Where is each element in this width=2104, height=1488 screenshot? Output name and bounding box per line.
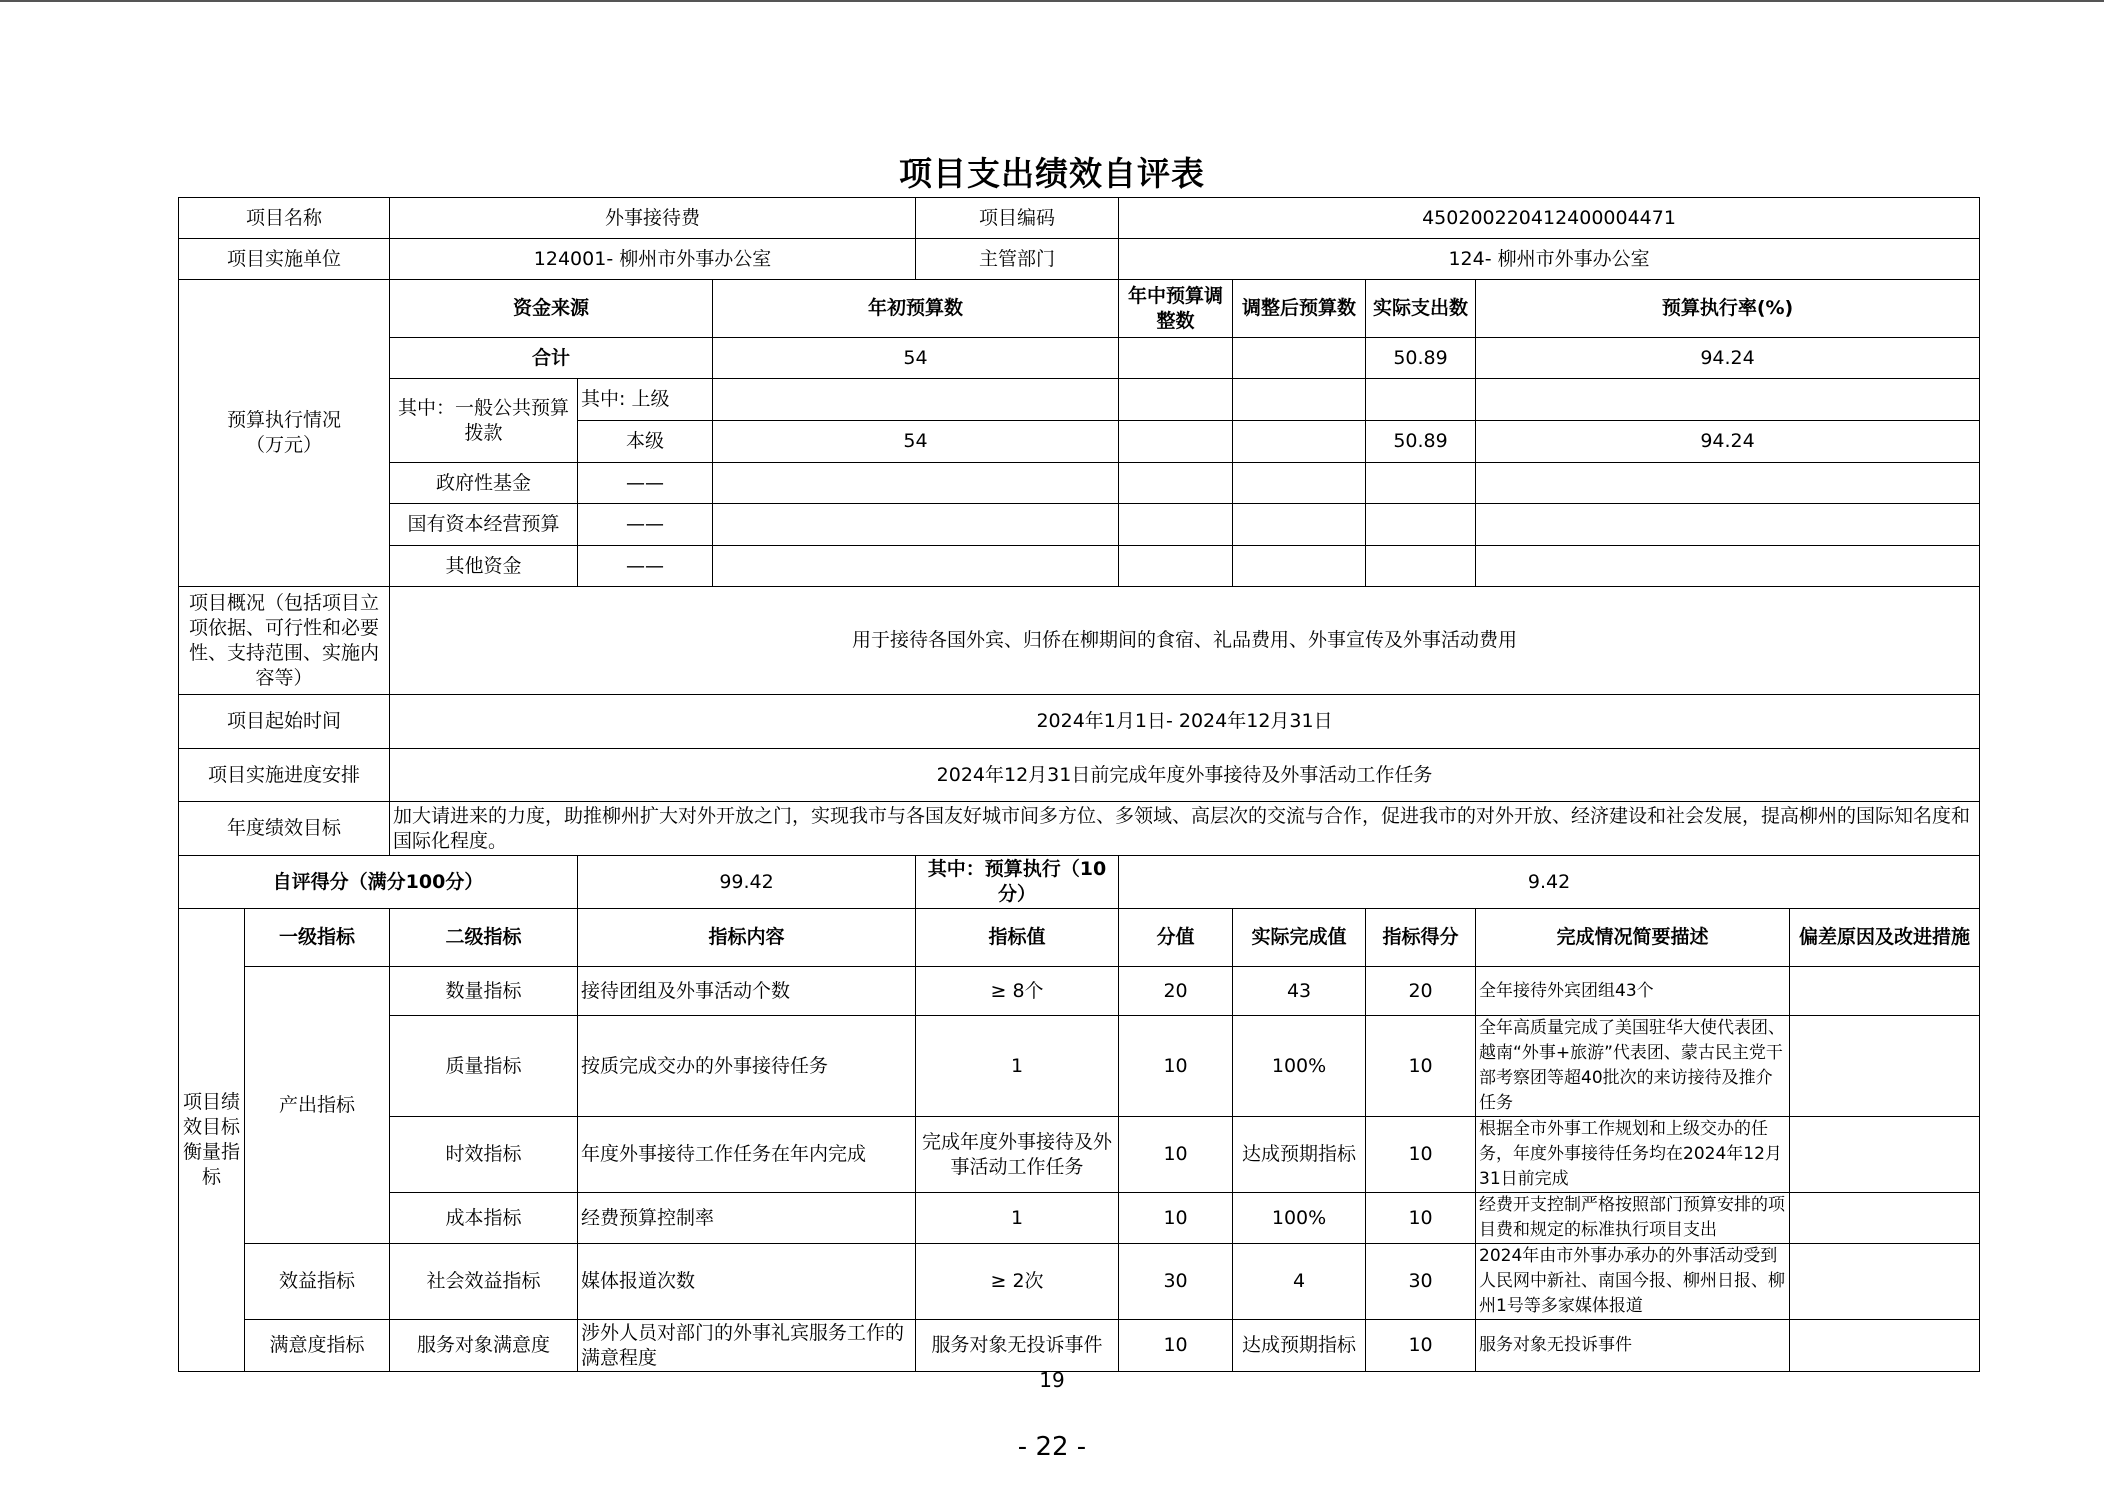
- state-capital-label: 国有资本经营预算: [390, 504, 578, 546]
- budget-other-row: [179, 546, 1980, 587]
- evaluation-table: [178, 197, 1980, 1372]
- inner-page-number: 19: [1039, 1368, 1065, 1392]
- budget-total-row: [179, 338, 1980, 379]
- benefit-indicator-label: 效益指标: [245, 1244, 390, 1320]
- header-content: 指标内容: [578, 909, 916, 967]
- header-level2: 二级指标: [390, 909, 578, 967]
- deviation-cell: [1790, 1193, 1980, 1244]
- state-capital-dash: ——: [578, 504, 713, 546]
- local-label: 本级: [578, 421, 713, 463]
- goal-label: 年度绩效目标: [179, 802, 390, 856]
- overview-label: 项目概况（包括项目立项依据、可行性和必要性、支持范围、实施内容等）: [179, 587, 390, 695]
- target-cell: 服务对象无投诉事件: [916, 1320, 1119, 1372]
- level2-cell: 数量指标: [390, 967, 578, 1016]
- unit-label: 项目实施单位: [179, 239, 390, 280]
- level2-cell: 社会效益指标: [390, 1244, 578, 1320]
- indicator-row: [179, 1117, 1980, 1193]
- schedule-row: [179, 749, 1980, 802]
- deviation-cell: [1790, 1244, 1980, 1320]
- budget-header-adjusted: 调整后预算数: [1233, 280, 1366, 338]
- total-rate: 94.24: [1476, 338, 1980, 379]
- local-rate: 94.24: [1476, 421, 1980, 463]
- total-midyear: [1119, 338, 1233, 379]
- other-fund-label: 其他资金: [390, 546, 578, 587]
- level2-cell: 服务对象满意度: [390, 1320, 578, 1372]
- goal-row: [179, 802, 1980, 856]
- desc-cell: 经费开支控制严格按照部门预算安排的项目费和规定的标准执行项目支出: [1476, 1193, 1790, 1244]
- info-row-1: [179, 198, 1980, 239]
- schedule-value: 2024年12月31日前完成年度外事接待及外事活动工作任务: [390, 749, 1980, 802]
- content-cell: 按质完成交办的外事接待任务: [578, 1016, 916, 1117]
- indicator-row: [179, 1016, 1980, 1117]
- indicator-side-label: 项目绩效目标衡量指标: [179, 909, 245, 1372]
- indicator-row: [179, 1320, 1980, 1372]
- total-actual: 50.89: [1366, 338, 1476, 379]
- score-value: 99.42: [578, 856, 916, 909]
- deviation-cell: [1790, 967, 1980, 1016]
- level2-cell: 时效指标: [390, 1117, 578, 1193]
- actual-cell: 达成预期指标: [1233, 1117, 1366, 1193]
- period-label: 项目起始时间: [179, 695, 390, 749]
- target-cell: ≥ 8个: [916, 967, 1119, 1016]
- budget-score-value: 9.42: [1119, 856, 1980, 909]
- header-target: 指标值: [916, 909, 1119, 967]
- header-deviation: 偏差原因及改进措施: [1790, 909, 1980, 967]
- upper-adjusted: [1233, 379, 1366, 421]
- schedule-label: 项目实施进度安排: [179, 749, 390, 802]
- header-level1: 一级指标: [245, 909, 390, 967]
- content-cell: 涉外人员对部门的外事礼宾服务工作的满意程度: [578, 1320, 916, 1372]
- upper-actual: [1366, 379, 1476, 421]
- header-desc: 完成情况简要描述: [1476, 909, 1790, 967]
- score-cell: 10: [1366, 1320, 1476, 1372]
- actual-cell: 100%: [1233, 1016, 1366, 1117]
- weight-cell: 30: [1119, 1244, 1233, 1320]
- deviation-cell: [1790, 1016, 1980, 1117]
- project-name: 外事接待费: [390, 198, 916, 239]
- project-code-label: 项目编码: [916, 198, 1119, 239]
- target-cell: 1: [916, 1193, 1119, 1244]
- actual-cell: 100%: [1233, 1193, 1366, 1244]
- indicator-row: [179, 1193, 1980, 1244]
- overview-value: 用于接待各国外宾、归侨在柳期间的食宿、礼品费用、外事宣传及外事活动费用: [390, 587, 1980, 695]
- header-weight: 分值: [1119, 909, 1233, 967]
- indicator-header-row: [179, 909, 1980, 967]
- budget-statecap-row: [179, 504, 1980, 546]
- budget-header-actual: 实际支出数: [1366, 280, 1476, 338]
- upper-initial: [713, 379, 1119, 421]
- info-row-2: [179, 239, 1980, 280]
- weight-cell: 10: [1119, 1320, 1233, 1372]
- desc-cell: 全年接待外宾团组43个: [1476, 967, 1790, 1016]
- budget-govfund-row: [179, 463, 1980, 504]
- outer-page-number: - 22 -: [1017, 1432, 1087, 1462]
- period-value: 2024年1月1日- 2024年12月31日: [390, 695, 1980, 749]
- local-midyear: [1119, 421, 1233, 463]
- budget-header-source: 资金来源: [390, 280, 713, 338]
- gov-fund-label: 政府性基金: [390, 463, 578, 504]
- upper-rate: [1476, 379, 1980, 421]
- score-cell: 30: [1366, 1244, 1476, 1320]
- satisfaction-indicator-label: 满意度指标: [245, 1320, 390, 1372]
- budget-header-midyear: 年中预算调整数: [1119, 280, 1233, 338]
- score-cell: 10: [1366, 1016, 1476, 1117]
- dept-label: 主管部门: [916, 239, 1119, 280]
- content-cell: 媒体报道次数: [578, 1244, 916, 1320]
- weight-cell: 20: [1119, 967, 1233, 1016]
- budget-header-row: [179, 280, 1980, 338]
- header-actual: 实际完成值: [1233, 909, 1366, 967]
- local-initial: 54: [713, 421, 1119, 463]
- indicator-row: [179, 1244, 1980, 1320]
- content-cell: 年度外事接待工作任务在年内完成: [578, 1117, 916, 1193]
- dept-value: 124- 柳州市外事办公室: [1119, 239, 1980, 280]
- period-row: [179, 695, 1980, 749]
- content-cell: 经费预算控制率: [578, 1193, 916, 1244]
- total-initial: 54: [713, 338, 1119, 379]
- weight-cell: 10: [1119, 1117, 1233, 1193]
- score-cell: 20: [1366, 967, 1476, 1016]
- score-cell: 10: [1366, 1193, 1476, 1244]
- top-border-line: [0, 0, 2104, 2]
- level2-cell: 质量指标: [390, 1016, 578, 1117]
- target-cell: 1: [916, 1016, 1119, 1117]
- page-title: 项目支出绩效自评表: [899, 154, 1205, 193]
- total-label: 合计: [390, 338, 713, 379]
- desc-cell: 全年高质量完成了美国驻华大使代表团、越南“外事+旅游”代表团、蒙古民主党干部考察团等超40批次的来访接待及推介任务: [1476, 1016, 1790, 1117]
- budget-score-label: 其中：预算执行（10分）: [916, 856, 1119, 909]
- weight-cell: 10: [1119, 1193, 1233, 1244]
- general-budget-label: 其中：一般公共预算拨款: [390, 379, 578, 463]
- local-adjusted: [1233, 421, 1366, 463]
- actual-cell: 43: [1233, 967, 1366, 1016]
- budget-section-label: 预算执行情况 （万元）: [179, 280, 390, 587]
- score-label: 自评得分（满分100分）: [179, 856, 578, 909]
- actual-cell: 达成预期指标: [1233, 1320, 1366, 1372]
- deviation-cell: [1790, 1320, 1980, 1372]
- level2-cell: 成本指标: [390, 1193, 578, 1244]
- project-name-label: 项目名称: [179, 198, 390, 239]
- desc-cell: 根据全市外事工作规划和上级交办的任务，年度外事接待任务均在2024年12月31日前完成: [1476, 1117, 1790, 1193]
- output-indicator-label: 产出指标: [245, 967, 390, 1244]
- upper-midyear: [1119, 379, 1233, 421]
- gov-fund-dash: ——: [578, 463, 713, 504]
- target-cell: 完成年度外事接待及外事活动工作任务: [916, 1117, 1119, 1193]
- desc-cell: 服务对象无投诉事件: [1476, 1320, 1790, 1372]
- upper-label: 其中: 上级: [578, 379, 713, 421]
- score-row: [179, 856, 1980, 909]
- weight-cell: 10: [1119, 1016, 1233, 1117]
- header-score: 指标得分: [1366, 909, 1476, 967]
- actual-cell: 4: [1233, 1244, 1366, 1320]
- overview-row: [179, 587, 1980, 695]
- deviation-cell: [1790, 1117, 1980, 1193]
- score-cell: 10: [1366, 1117, 1476, 1193]
- other-fund-dash: ——: [578, 546, 713, 587]
- goal-value: 加大请进来的力度，助推柳州扩大对外开放之门，实现我市与各国友好城市间多方位、多领域、高层次的交流与合作，促进我市的对外开放、经济建设和社会发展，提高柳州的国际知名度和国际化程度。: [390, 802, 1980, 856]
- budget-header-rate: 预算执行率(%): [1476, 280, 1980, 338]
- target-cell: ≥ 2次: [916, 1244, 1119, 1320]
- total-adjusted: [1233, 338, 1366, 379]
- budget-header-initial: 年初预算数: [713, 280, 1119, 338]
- desc-cell: 2024年由市外事办承办的外事活动受到人民网中新社、南国今报、柳州日报、柳州1号等多家媒体报道: [1476, 1244, 1790, 1320]
- local-actual: 50.89: [1366, 421, 1476, 463]
- indicator-row: [179, 967, 1980, 1016]
- budget-upper-row: [179, 379, 1980, 421]
- content-cell: 接待团组及外事活动个数: [578, 967, 916, 1016]
- unit-value: 124001- 柳州市外事办公室: [390, 239, 916, 280]
- project-code: 450200220412400004471: [1119, 198, 1980, 239]
